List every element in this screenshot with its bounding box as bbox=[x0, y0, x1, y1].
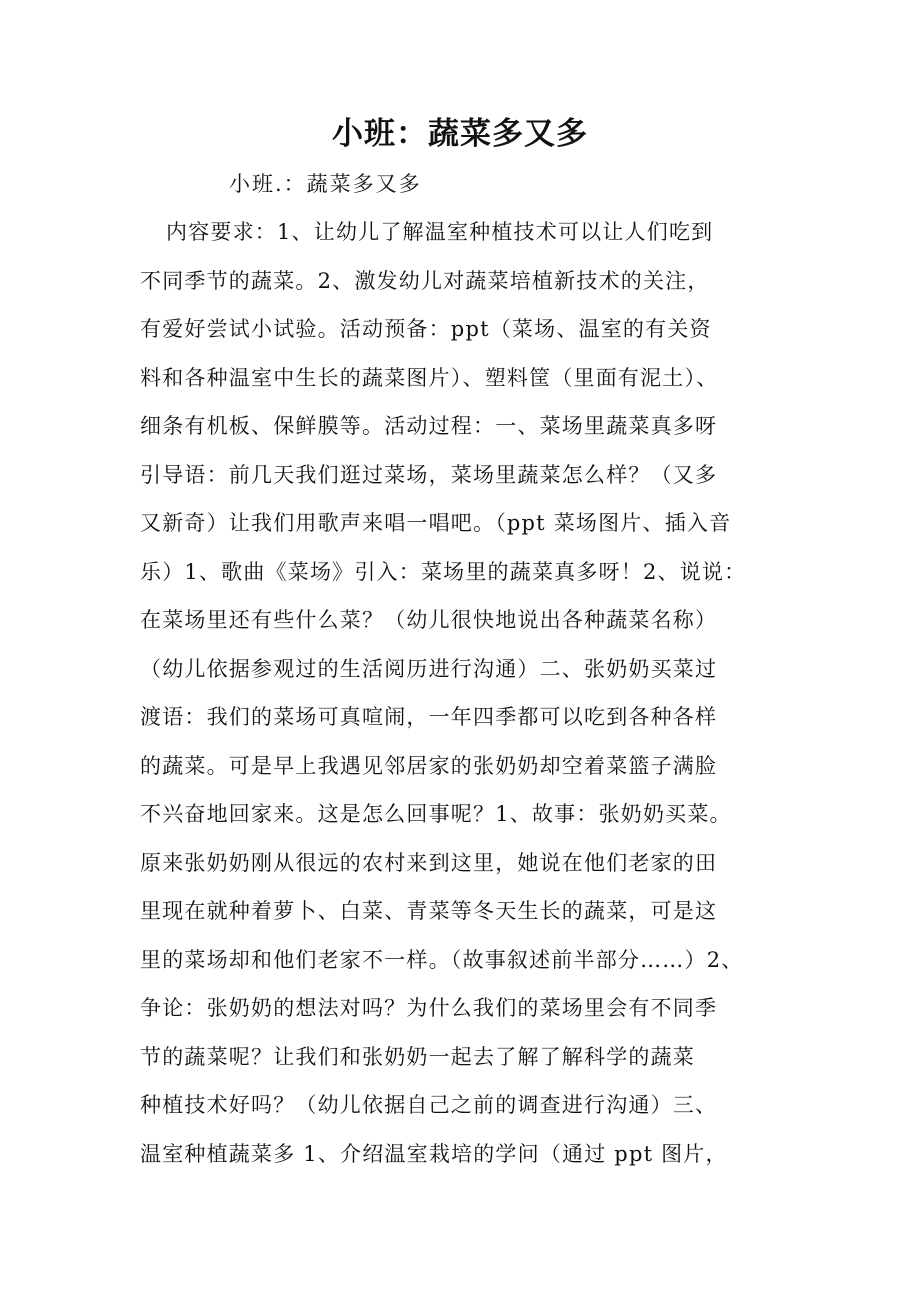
text-line: 里的菜场却和他们老家不一样。（故事叙述前半部分……）2、 bbox=[140, 947, 744, 972]
text-line: 节的蔬菜呢？让我们和张奶奶一起去了解了解科学的蔬菜 bbox=[140, 1044, 695, 1069]
text-line: 种植技术好吗？（幼儿依据自己之前的调查进行沟通）三、 bbox=[140, 1093, 718, 1117]
text-line: （幼儿依据参观过的生活阅历进行沟通）二、张奶奶买菜过 bbox=[140, 656, 718, 681]
text-line: 争论：张奶奶的想法对吗？为什么我们的菜场里会有不同季 bbox=[140, 996, 718, 1020]
text-line: 的蔬菜。可是早上我遇见邻居家的张奶奶却空着菜篮子满脸 bbox=[140, 753, 718, 778]
text-line: 不同季节的蔬菜。2、激发幼儿对蔬菜培植新技术的关注， bbox=[140, 268, 710, 293]
text-line: 在菜场里还有些什么菜？（幼儿很快地说出各种蔬菜名称） bbox=[140, 608, 718, 632]
text-line: 不兴奋地回家来。这是怎么回事呢？1、故事：张奶奶买菜。 bbox=[140, 802, 732, 826]
text-line: 原来张奶奶刚从很远的农村来到这里，她说在他们老家的田 bbox=[140, 850, 718, 875]
text-line: 渡语：我们的菜场可真喧闹，一年四季都可以吃到各种各样 bbox=[140, 705, 718, 729]
text-line: 细条有机板、保鲜膜等。活动过程：一、菜场里蔬菜真多呀 bbox=[140, 414, 718, 438]
text-line: 料和各种温室中生长的蔬菜图片）、塑料筐（里面有泥土）、 bbox=[140, 365, 719, 390]
text-line: 温室种植蔬菜多 1、介绍温室栽培的学问（通过 ppt 图片， bbox=[140, 1141, 728, 1166]
body-text bbox=[140, 208, 820, 1178]
text-line: 里现在就种着萝卜、白菜、青菜等冬天生长的蔬菜，可是这 bbox=[140, 899, 718, 923]
text-line: 又新奇）让我们用歌声来唱一唱吧。（ppt 菜场图片、插入音 bbox=[140, 511, 732, 535]
text-line: 内容要求：1、让幼儿了解温室种植技术可以让人们吃到 bbox=[166, 220, 714, 244]
text-line: 引导语：前几天我们逛过菜场，菜场里蔬菜怎么样？（又多 bbox=[140, 462, 718, 487]
text-line: 有爱好尝试小试验。活动预备：ppt（菜场、温室的有关资 bbox=[140, 317, 712, 341]
subtitle: 小班.：蔬菜多又多 bbox=[229, 172, 422, 196]
page-title: 小班：蔬菜多又多 bbox=[332, 116, 588, 152]
text-line: 乐）1、歌曲《菜场》引入：菜场里的蔬菜真多呀！2、说说： bbox=[140, 559, 747, 584]
